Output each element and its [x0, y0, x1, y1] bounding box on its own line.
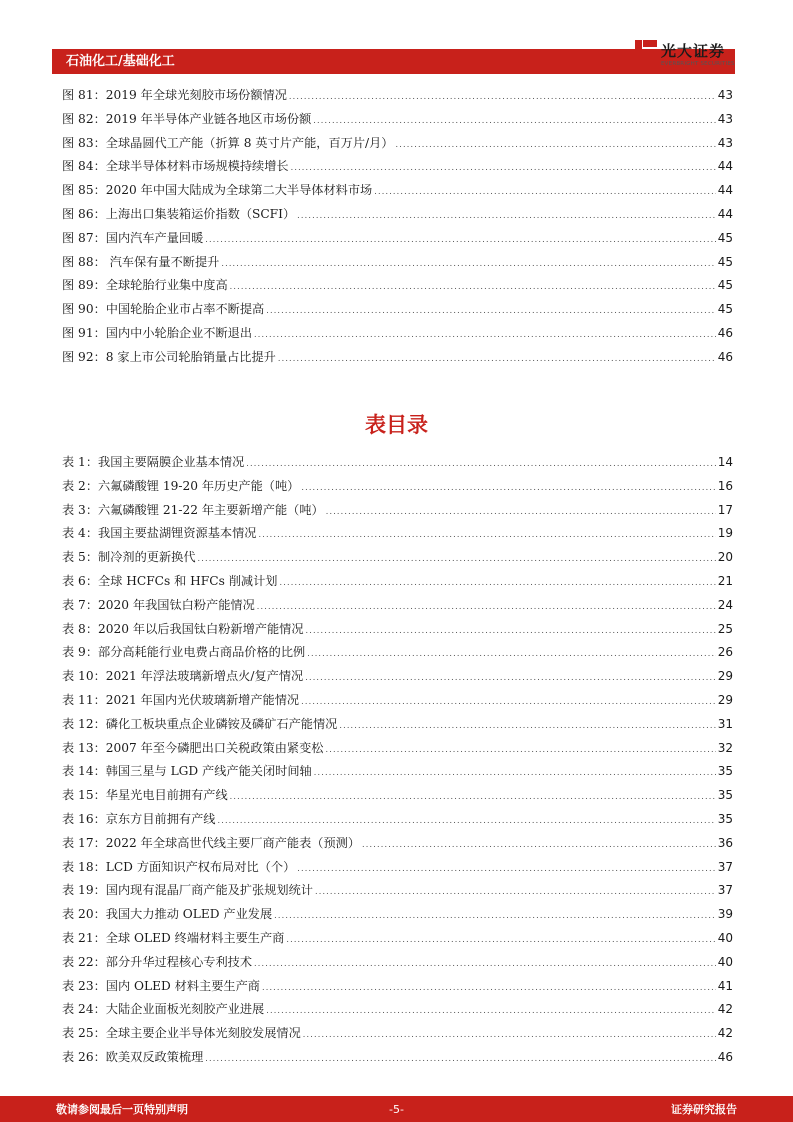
- table-entry-page: 40: [717, 954, 733, 969]
- figure-entry[interactable]: [62, 251, 733, 275]
- figure-list: [62, 84, 733, 370]
- table-entry-page: 20: [717, 550, 733, 565]
- table-entry-page: 35: [717, 788, 733, 803]
- dot-leader: [230, 275, 716, 299]
- table-entry[interactable]: [62, 499, 733, 523]
- table-entry[interactable]: [62, 665, 733, 689]
- table-entry-label: 表 2：六氟磷酸锂 19-20 年历史产能（吨）: [62, 478, 300, 493]
- table-entry-page: 24: [717, 597, 733, 612]
- figure-entry-label: 图 91：国内中小轮胎企业不断退出: [62, 325, 253, 340]
- dot-leader: [198, 547, 716, 571]
- dot-leader: [205, 228, 715, 252]
- table-entry-label: 表 21：全球 OLED 终端材料主要生产商: [62, 930, 285, 945]
- logo-english-name: EVERBRIGHT SECURITIES: [661, 61, 735, 67]
- table-entry-page: 46: [717, 1049, 733, 1064]
- table-entry-label: 表 8：2020 年以后我国钛白粉新增产能情况: [62, 621, 304, 636]
- dot-leader: [301, 476, 715, 500]
- table-entry-page: 29: [717, 669, 733, 684]
- dot-leader: [286, 928, 715, 952]
- brand-logo: [635, 40, 735, 72]
- dot-leader: [266, 999, 716, 1023]
- dot-leader: [339, 714, 715, 738]
- figure-entry[interactable]: [62, 179, 733, 203]
- dot-leader: [279, 571, 715, 595]
- everbright-logo-icon: [635, 40, 657, 70]
- figure-entry[interactable]: [62, 132, 733, 156]
- dot-leader: [396, 133, 716, 157]
- footer-band: [0, 1096, 793, 1122]
- table-entry-page: 35: [717, 764, 733, 779]
- table-entry-label: 表 6：全球 HCFCs 和 HFCs 削减计划: [62, 573, 278, 588]
- figure-entry-label: 图 81：2019 年全球光刻胶市场份额情况: [62, 88, 287, 102]
- table-entry[interactable]: [62, 570, 733, 594]
- table-entry[interactable]: [62, 522, 733, 546]
- dot-leader: [205, 1047, 715, 1071]
- dot-leader: [315, 880, 716, 904]
- figure-entry-page: 45: [717, 278, 733, 293]
- table-entry[interactable]: [62, 546, 733, 570]
- table-entry-label: 表 17：2022 年全球高世代线主要厂商产能表（预测）: [62, 835, 361, 850]
- dot-leader: [326, 500, 716, 524]
- figure-entry-label: 图 87：国内汽车产量回暖: [62, 230, 204, 245]
- table-entry[interactable]: [62, 879, 733, 903]
- table-entry-label: 表 4：我国主要盐湖锂资源基本情况: [62, 526, 257, 541]
- table-entry-page: 21: [717, 573, 733, 588]
- table-entry-label: 表 24：大陆企业面板光刻胶产业进展: [62, 1002, 265, 1017]
- table-entry[interactable]: [62, 832, 733, 856]
- table-entry[interactable]: [62, 1022, 733, 1046]
- figure-entry-page: 43: [717, 135, 733, 150]
- table-entry-page: 29: [717, 692, 733, 707]
- table-entry-page: 37: [717, 859, 733, 874]
- figure-entry-label: 图 88： 汽车保有量不断提升: [62, 254, 220, 269]
- figure-entry-page: 46: [717, 325, 733, 340]
- figure-entry-label: 图 85：2020 年中国大陆成为全球第二大半导体材料市场: [62, 183, 373, 198]
- table-entry[interactable]: [62, 927, 733, 951]
- figure-entry[interactable]: [62, 298, 733, 322]
- dot-leader: [274, 904, 716, 928]
- figure-entry-page: 46: [717, 349, 733, 364]
- dot-leader: [289, 85, 716, 109]
- header-band: [52, 49, 735, 74]
- figure-entry[interactable]: [62, 346, 733, 370]
- figure-entry-page: 45: [717, 302, 733, 317]
- table-entry-label: 表 14：韩国三星与 LGD 产线产能关闭时间轴: [62, 764, 312, 779]
- dot-leader: [313, 109, 715, 133]
- dot-leader: [325, 738, 715, 762]
- dot-leader: [291, 156, 716, 180]
- figure-entry-page: 44: [717, 206, 733, 221]
- figure-entry-page: 44: [717, 159, 733, 174]
- table-entry-label: 表 20：我国大力推动 OLED 产业发展: [62, 907, 273, 922]
- figure-entry-label: 图 89：全球轮胎行业集中度高: [62, 278, 228, 293]
- figure-entry-page: 45: [717, 254, 733, 269]
- table-entry[interactable]: [62, 689, 733, 713]
- table-entry-page: 39: [717, 907, 733, 922]
- dot-leader: [217, 809, 715, 833]
- figure-entry-label: 图 83：全球晶圆代工产能（折算 8 英寸片产能，百万片/月）: [62, 135, 394, 150]
- table-entry-page: 35: [717, 811, 733, 826]
- table-entry[interactable]: [62, 475, 733, 499]
- table-entry-page: 25: [717, 621, 733, 636]
- table-entry-page: 36: [717, 835, 733, 850]
- table-entry-page: 32: [717, 740, 733, 755]
- figure-entry-page: 43: [717, 88, 733, 102]
- footer-report-type: 证券研究报告: [671, 1103, 737, 1116]
- table-entry-label: 表 19：国内现有混晶厂商产能及扩张规划统计: [62, 883, 313, 898]
- figure-entry-label: 图 90：中国轮胎企业市占率不断提高: [62, 302, 265, 317]
- table-entry-page: 31: [717, 716, 733, 731]
- dot-leader: [266, 299, 716, 323]
- table-entry-page: 19: [717, 526, 733, 541]
- figure-entry[interactable]: [62, 274, 733, 298]
- table-list: [62, 451, 733, 1070]
- figure-entry[interactable]: [62, 203, 733, 227]
- figure-entry-page: 44: [717, 183, 733, 198]
- dot-leader: [305, 666, 716, 690]
- figure-entry[interactable]: [62, 108, 733, 132]
- dot-leader: [254, 952, 716, 976]
- table-entry-label: 表 15：华星光电目前拥有产线: [62, 788, 228, 803]
- tables-section-title: 表目录: [365, 413, 428, 437]
- table-entry[interactable]: [62, 618, 733, 642]
- table-entry[interactable]: [62, 594, 733, 618]
- dot-leader: [362, 833, 716, 857]
- logo-chinese-name: 光大证券: [661, 42, 726, 60]
- dot-leader: [230, 785, 716, 809]
- dot-leader: [297, 857, 715, 881]
- table-entry-label: 表 23：国内 OLED 材料主要生产商: [62, 978, 260, 993]
- table-entry-label: 表 18：LCD 方面知识产权布局对比（个）: [62, 859, 296, 874]
- figure-entry-label: 图 84：全球半导体材料市场规模持续增长: [62, 159, 289, 174]
- table-entry-label: 表 26：欧美双反政策梳理: [62, 1049, 204, 1064]
- table-entry-label: 表 3：六氟磷酸锂 21-22 年主要新增产能（吨）: [62, 502, 324, 517]
- table-entry[interactable]: [62, 1046, 733, 1070]
- table-entry[interactable]: [62, 451, 733, 475]
- figure-entry[interactable]: [62, 84, 733, 108]
- footer-disclaimer: 敬请参阅最后一页特别声明: [56, 1103, 188, 1116]
- table-entry[interactable]: [62, 760, 733, 784]
- table-entry-label: 表 1：我国主要隔膜企业基本情况: [62, 455, 245, 469]
- table-entry-page: 37: [717, 883, 733, 898]
- table-entry[interactable]: [62, 737, 733, 761]
- table-entry-label: 表 12：磷化工板块重点企业磷铵及磷矿石产能情况: [62, 716, 338, 731]
- figure-entry[interactable]: [62, 227, 733, 251]
- dot-leader: [307, 642, 716, 666]
- figure-entry-page: 43: [717, 111, 733, 126]
- header-section-title: 石油化工/基础化工: [66, 54, 175, 69]
- table-entry-page: 42: [717, 1002, 733, 1017]
- dot-leader: [258, 523, 715, 547]
- dot-leader: [262, 976, 716, 1000]
- table-entry-page: 40: [717, 930, 733, 945]
- page-number: -5-: [389, 1103, 404, 1116]
- table-entry[interactable]: [62, 998, 733, 1022]
- table-entry-page: 41: [717, 978, 733, 993]
- table-entry[interactable]: [62, 784, 733, 808]
- table-entry-label: 表 9：部分高耗能行业电费占商品价格的比例: [62, 645, 306, 660]
- table-entry[interactable]: [62, 641, 733, 665]
- table-entry[interactable]: [62, 975, 733, 999]
- dot-leader: [374, 180, 716, 204]
- table-entry-page: 16: [717, 478, 733, 493]
- figure-entry[interactable]: [62, 155, 733, 179]
- table-entry[interactable]: [62, 808, 733, 832]
- table-entry-page: 17: [717, 502, 733, 517]
- figure-entry-label: 图 86：上海出口集装箱运价指数（SCFI）: [62, 206, 296, 221]
- table-entry-page: 26: [717, 645, 733, 660]
- table-entry-label: 表 22：部分升华过程核心专利技术: [62, 954, 253, 969]
- table-entry-label: 表 11：2021 年国内光伏玻璃新增产能情况: [62, 692, 300, 707]
- dot-leader: [301, 690, 716, 714]
- dot-leader: [297, 204, 716, 228]
- dot-leader: [221, 252, 715, 276]
- table-entry-page: 42: [717, 1026, 733, 1041]
- dot-leader: [257, 595, 716, 619]
- dot-leader: [303, 1023, 716, 1047]
- table-entry-label: 表 25：全球主要企业半导体光刻胶发展情况: [62, 1026, 301, 1041]
- dot-leader: [314, 761, 716, 785]
- table-entry[interactable]: [62, 951, 733, 975]
- dot-leader: [254, 323, 716, 347]
- table-entry-label: 表 5：制冷剂的更新换代: [62, 550, 196, 565]
- figure-entry-label: 图 82：2019 年半导体产业链各地区市场份额: [62, 111, 312, 126]
- table-entry-label: 表 13：2007 年至今磷肥出口关税政策由紧变松: [62, 740, 324, 755]
- table-entry-label: 表 16：京东方目前拥有产线: [62, 811, 216, 826]
- figure-entry[interactable]: [62, 322, 733, 346]
- table-entry-label: 表 7：2020 年我国钛白粉产能情况: [62, 597, 255, 612]
- table-entry[interactable]: [62, 713, 733, 737]
- table-entry[interactable]: [62, 856, 733, 880]
- dot-leader: [246, 452, 715, 476]
- table-entry[interactable]: [62, 903, 733, 927]
- figure-entry-label: 图 92：8 家上市公司轮胎销量占比提升: [62, 349, 276, 364]
- dot-leader: [278, 347, 716, 371]
- dot-leader: [306, 619, 716, 643]
- table-entry-page: 14: [717, 455, 733, 469]
- table-entry-label: 表 10：2021 年浮法玻璃新增点火/复产情况: [62, 669, 304, 684]
- figure-entry-page: 45: [717, 230, 733, 245]
